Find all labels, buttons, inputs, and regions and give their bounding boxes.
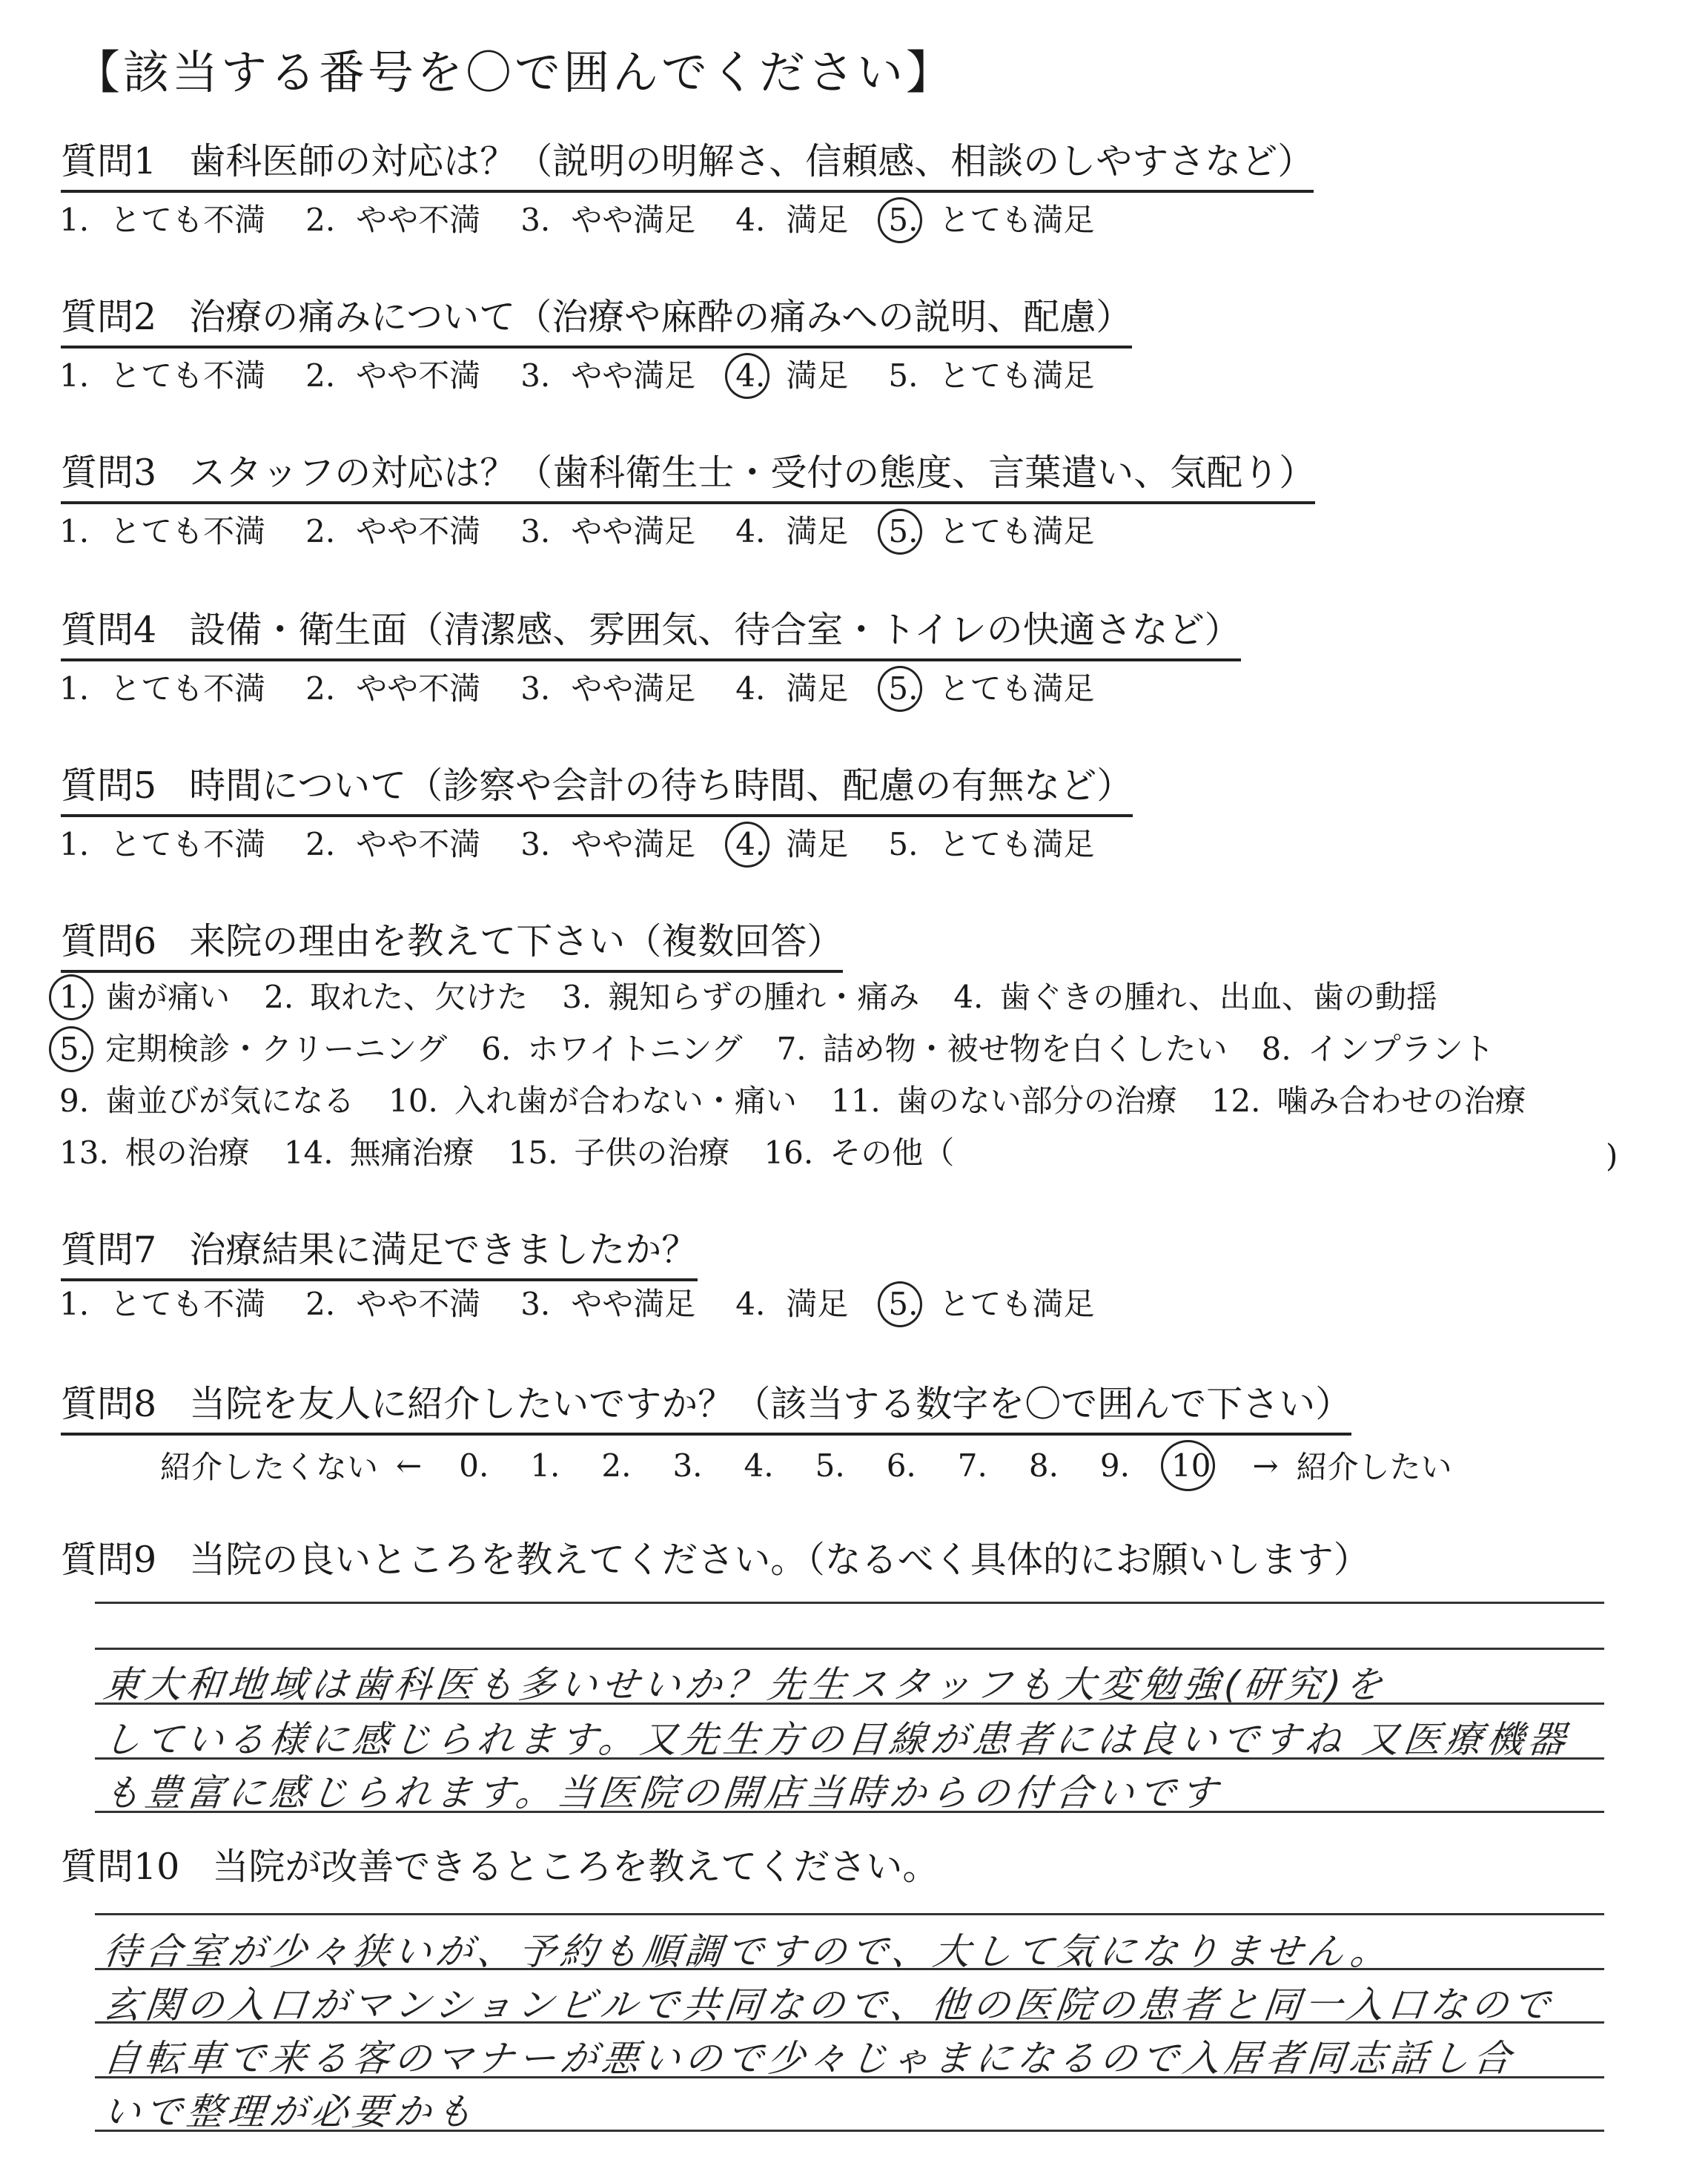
q1-option-3-label: やや満足 [571,202,696,238]
q2-option-1-label: とても不満 [110,357,266,394]
q3-option-5-label: とても満足 [939,513,1095,549]
q1-option-4-label: 満足 [786,202,849,238]
question-6-options-row-4 [59,1137,988,1169]
q8-option-1-number: 1. [530,1447,560,1484]
q8-option-10-number: 10 [1171,1447,1211,1484]
question-9-answer-line: 東大和地域は歯科医も多いせいか？先生スタッフも大変勉強(研究)を [101,1663,1389,1706]
q6-option-10-number: 10. [388,1083,438,1119]
question-8-number: 質問8 [61,1383,157,1425]
q2-option-4[interactable] [735,357,849,394]
q8-option-9-number: 9. [1099,1447,1130,1484]
q6-option-1-number: 1. [59,979,90,1015]
question-6-number: 質問6 [61,920,157,962]
question-6-options-row-1 [59,979,1472,1015]
question-3-title [61,452,1315,504]
q5-option-1-label: とても不満 [110,826,266,862]
q5-option-5[interactable] [888,826,1095,862]
q6-option-3-number: 3. [562,979,592,1015]
q3-option-5[interactable] [888,513,1095,549]
q6-option-13[interactable] [59,1137,250,1169]
q6-option-14-number: 14. [283,1135,334,1171]
q1-option-4-number: 4. [735,202,766,238]
q8-option-4[interactable] [744,1447,774,1484]
q4-option-4-label: 満足 [786,670,849,707]
question-10-number: 質問10 [61,1846,180,1888]
question-3-number: 質問3 [61,452,157,494]
q2-option-4-label: 満足 [786,357,849,394]
q6-option-15-number: 15. [508,1135,558,1171]
q6-option-8-label: インプラント [1307,1031,1494,1067]
q3-option-2-label: やや不満 [356,513,481,549]
q6-option-15-label: 子供の治療 [574,1135,730,1171]
q6-option-3-label: 親知らずの腫れ・痛み [608,979,920,1015]
q1-option-5-number: 5. [888,202,918,238]
q6-option-3[interactable] [562,979,920,1015]
q5-option-4[interactable] [735,826,849,862]
question-5-options [59,826,1134,862]
q1-option-1[interactable] [59,202,266,238]
question-9-text: 当院の良いところを教えてください。（なるべく具体的にお願いします） [189,1539,1370,1581]
q6-option-7-number: 7. [776,1031,807,1067]
q5-option-2-number: 2. [305,826,336,862]
q6-option-5[interactable] [59,1031,448,1067]
q6-option-6[interactable] [481,1031,743,1067]
q5-option-3-number: 3. [520,826,551,862]
question-6-other-close: ) [1606,1137,1618,1174]
question-10-title [61,1846,939,1895]
question-2-number: 質問2 [61,296,157,338]
q3-option-5-number: 5. [888,513,918,549]
q7-option-2[interactable] [305,1286,481,1322]
question-7-options [59,1286,1134,1322]
q3-option-4[interactable] [735,513,849,549]
q6-option-14-label: 無痛治療 [349,1135,474,1171]
q1-option-3-number: 3. [520,202,551,238]
question-10-answer-line: 自転車で来る客のマナーが悪いので少々じゃまになるので入居者同志話し合 [101,2037,1517,2080]
arrow-left-icon: ← [396,1447,423,1484]
q8-option-1[interactable] [530,1447,560,1484]
q7-option-5-number: 5. [888,1286,918,1322]
answer-rule [95,1648,1604,1650]
q5-option-1-number: 1. [59,826,90,862]
q6-option-1[interactable] [59,979,231,1015]
q5-option-4-number: 4. [735,826,766,862]
q2-option-3[interactable] [520,357,696,394]
question-6-text: 来院の理由を教えて下さい（複数回答） [189,920,844,962]
q6-option-4-number: 4. [953,979,984,1015]
q3-option-3[interactable] [520,513,696,549]
question-10-text: 当院が改善できるところを教えてください。 [212,1846,939,1888]
q6-option-16-number: 16. [764,1135,814,1171]
q7-option-3-number: 3. [520,1286,551,1322]
question-1-options [59,202,1134,238]
q6-option-6-number: 6. [481,1031,512,1067]
q2-option-1[interactable] [59,357,266,394]
q6-option-7-label: 詰め物・被せ物を白くしたい [822,1031,1228,1067]
q8-option-0[interactable] [459,1447,489,1484]
answer-rule [95,1913,1604,1915]
q6-option-12-number: 12. [1211,1083,1261,1119]
page-title: 【該当する番号を〇で囲んでください】 [74,45,956,99]
question-5-number: 質問5 [61,764,157,807]
q2-option-3-label: やや満足 [571,357,696,394]
q2-option-4-number: 4. [735,357,766,394]
q7-option-2-label: やや不満 [356,1286,481,1322]
q8-option-5[interactable] [815,1447,845,1484]
q1-option-5[interactable] [888,202,1095,238]
q1-option-1-number: 1. [59,202,90,238]
q4-option-4[interactable] [735,670,849,707]
q8-option-6[interactable] [887,1447,916,1484]
q6-option-8-number: 8. [1261,1031,1291,1067]
q6-option-13-number: 13. [59,1135,109,1171]
q4-option-5-label: とても満足 [939,670,1095,707]
q5-option-1[interactable] [59,826,266,862]
q2-option-2-label: やや不満 [356,357,481,394]
q7-option-1-number: 1. [59,1286,90,1322]
q8-option-4-number: 4. [744,1447,774,1484]
q6-option-8[interactable] [1261,1031,1494,1067]
q5-option-5-label: とても満足 [939,826,1095,862]
question-9-title [61,1539,1370,1588]
q4-option-3-label: やや満足 [571,670,696,707]
q6-option-5-number: 5. [59,1031,90,1067]
q1-option-2-number: 2. [305,202,336,238]
q8-option-2-number: 2. [601,1447,632,1484]
q6-option-16[interactable] [764,1137,954,1169]
question-6-options-row-2 [59,1031,1529,1067]
q3-option-3-label: やや満足 [571,513,696,549]
question-4-number: 質問4 [61,609,157,651]
question-4-options [59,670,1134,707]
q6-option-9[interactable] [59,1083,355,1119]
q4-option-2-label: やや不満 [356,670,481,707]
q6-option-5-label: 定期検診・クリーニング [105,1031,448,1067]
q4-option-3[interactable] [520,670,696,707]
q6-option-2[interactable] [264,979,529,1015]
q6-option-10-label: 入れ歯が合わない・痛い [454,1083,797,1119]
question-2-title [61,297,1132,349]
q1-option-4[interactable] [735,202,849,238]
q5-option-2-label: やや不満 [356,826,481,862]
q7-option-3[interactable] [520,1286,696,1322]
q4-option-1-number: 1. [59,670,90,707]
q3-option-2[interactable] [305,513,481,549]
q3-option-3-number: 3. [520,513,551,549]
question-6-title [61,921,843,973]
question-6-options-row-3 [59,1083,1560,1119]
q6-option-10[interactable] [388,1083,797,1119]
q4-option-1-label: とても不満 [110,670,266,707]
q7-option-3-label: やや満足 [571,1286,696,1322]
q6-option-6-label: ホワイトニング [527,1031,743,1067]
q1-option-3[interactable] [520,202,696,238]
q2-option-2[interactable] [305,357,481,394]
q7-option-2-number: 2. [305,1286,336,1322]
q4-option-3-number: 3. [520,670,551,707]
answer-rule [95,1602,1604,1604]
question-3-text: スタッフの対応は？（歯科衛生士・受付の態度、言葉遣い、気配り） [189,452,1316,494]
q8-option-3[interactable] [672,1447,702,1484]
q8-option-7-number: 7. [957,1447,987,1484]
question-3-options [59,513,1134,549]
question-4-text: 設備・衛生面（清潔感、雰囲気、待合室・トイレの快適さなど） [189,609,1241,651]
q4-option-2[interactable] [305,670,481,707]
q4-option-4-number: 4. [735,670,766,707]
q3-option-1[interactable] [59,513,266,549]
q6-option-4-label: 歯ぐきの腫れ、出血、歯の動揺 [999,979,1437,1015]
question-7-title [61,1229,698,1281]
q8-option-8-number: 8. [1028,1447,1059,1484]
q7-option-4-number: 4. [735,1286,766,1322]
q6-option-13-label: 根の治療 [125,1135,250,1171]
q8-option-10[interactable] [1171,1447,1211,1484]
q3-option-1-number: 1. [59,513,90,549]
q5-option-2[interactable] [305,826,481,862]
q6-option-12-label: 噛み合わせの治療 [1277,1083,1526,1119]
q8-option-8[interactable] [1029,1447,1059,1484]
q7-option-5-label: とても満足 [939,1286,1095,1322]
question-7-text: 治療結果に満足できましたか？ [189,1229,698,1271]
q7-option-4-label: 満足 [786,1286,849,1322]
q8-option-6-number: 6. [886,1447,916,1484]
question-8-title [61,1384,1351,1436]
q6-option-11[interactable] [830,1083,1177,1119]
q6-option-9-number: 9. [59,1083,90,1119]
q2-option-5-number: 5. [888,357,918,394]
q1-option-1-label: とても不満 [110,202,266,238]
question-2-text: 治療の痛みについて（治療や麻酔の痛みへの説明、配慮） [189,296,1133,338]
question-8-left-label: 紹介したくない [160,1449,379,1485]
q3-option-4-label: 満足 [786,513,849,549]
question-7-number: 質問7 [61,1229,157,1271]
q2-option-5[interactable] [888,357,1095,394]
q7-option-1[interactable] [59,1286,266,1322]
q6-option-11-number: 11. [830,1083,881,1119]
q8-option-7[interactable] [958,1447,987,1484]
q5-option-4-label: 満足 [786,826,849,862]
q6-option-14[interactable] [284,1137,474,1169]
q4-option-1[interactable] [59,670,266,707]
q6-option-16-label: その他（ [830,1135,955,1171]
q6-option-15[interactable] [509,1137,730,1169]
question-1-text: 歯科医師の対応は？（説明の明解さ、信頼感、相談のしやすさなど） [189,140,1314,182]
question-5-title [61,765,1133,817]
q7-option-5[interactable] [888,1286,1095,1322]
question-8-right-label: 紹介したい [1296,1449,1452,1485]
q8-option-2[interactable] [601,1447,631,1484]
q2-option-3-number: 3. [520,357,551,394]
question-8-scale [160,1443,1452,1487]
q8-option-5-number: 5. [815,1447,845,1484]
q6-option-2-label: 取れた、欠けた [310,979,529,1015]
q6-option-4[interactable] [953,979,1437,1015]
question-8-text: 当院を友人に紹介したいですか？（該当する数字を〇で囲んで下さい） [189,1383,1352,1425]
q6-option-11-label: 歯のない部分の治療 [896,1083,1177,1119]
q4-option-5-number: 5. [888,670,918,707]
q1-option-2[interactable] [305,202,481,238]
q6-option-9-label: 歯並びが気になる [105,1083,355,1119]
q8-option-3-number: 3. [672,1447,703,1484]
q2-option-5-label: とても満足 [939,357,1095,394]
question-9-answer-line: も豊富に感じられます。当医院の開店当時からの付合いです [101,1771,1224,1814]
question-5-text: 時間について（診察や会計の待ち時間、配慮の有無など） [189,764,1133,807]
question-10-answer-line: 待合室が少々狭いが、予約も順調ですので、大して気になりません。 [101,1930,1394,1973]
question-1-number: 質問1 [61,140,157,182]
q3-option-4-number: 4. [735,513,766,549]
q5-option-5-number: 5. [888,826,918,862]
q5-option-3-label: やや満足 [571,826,696,862]
q1-option-5-label: とても満足 [939,202,1095,238]
q4-option-2-number: 2. [305,670,336,707]
question-4-title [61,610,1241,661]
q8-option-9[interactable] [1100,1447,1130,1484]
q3-option-2-number: 2. [305,513,336,549]
q2-option-1-number: 1. [59,357,90,394]
question-1-title [61,141,1314,193]
q6-option-7[interactable] [776,1031,1228,1067]
q6-option-1-label: 歯が痛い [105,979,231,1015]
q7-option-1-label: とても不満 [110,1286,266,1322]
q5-option-3[interactable] [520,826,696,862]
question-2-options [59,357,1134,394]
q6-option-2-number: 2. [264,979,294,1015]
q7-option-4[interactable] [735,1286,849,1322]
question-9-number: 質問9 [61,1539,157,1581]
q2-option-2-number: 2. [305,357,336,394]
arrow-right-icon: → [1252,1447,1279,1484]
q8-option-0-number: 0. [459,1447,489,1484]
q3-option-1-label: とても不満 [110,513,266,549]
q1-option-2-label: やや不満 [356,202,481,238]
q6-option-12[interactable] [1211,1083,1526,1119]
question-9-answer-line: している様に感じられます。又先生方の目線が患者には良いですね 又医療機器 [101,1718,1572,1761]
q4-option-5[interactable] [888,670,1095,707]
question-10-answer-line: いで整理が必要かも [101,2090,480,2133]
question-10-answer-line: 玄関の入口がマンションビルで共同なので、他の医院の患者と同一入口なので [101,1984,1557,2027]
